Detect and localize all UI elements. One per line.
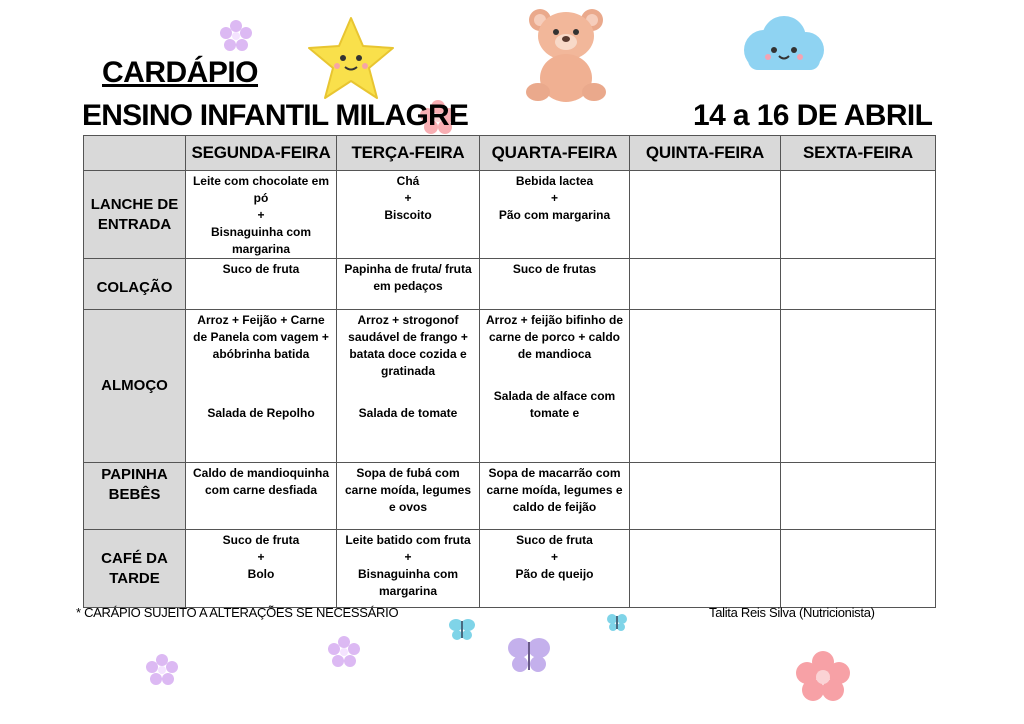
meal-cell: Arroz + strogonof saudável de frango + batata doce cozida e gratinada Salada de tomate <box>337 310 480 463</box>
date-range: 14 a 16 DE ABRIL <box>693 99 933 132</box>
header-day: QUINTA-FEIRA <box>630 136 781 171</box>
flower-icon <box>326 634 362 670</box>
meal-cell: Caldo de mandioquinha com carne desfiada <box>186 463 337 530</box>
row-label-colacao: COLAÇÃO <box>84 259 186 310</box>
empty-cell <box>630 463 781 530</box>
row-label-cafe: CAFÉ DA TARDE <box>84 530 186 608</box>
meal-cell: Leite com chocolate em pó + Bisnaguinha com margarina <box>186 171 337 259</box>
meal-cell: Suco de fruta + Bolo <box>186 530 337 608</box>
meal-cell: Chá + Biscoito <box>337 171 480 259</box>
school-name: ENSINO INFANTIL MILAGRE <box>82 99 469 132</box>
header-day: SEGUNDA-FEIRA <box>186 136 337 171</box>
flower-icon <box>794 650 852 702</box>
teddy-bear-icon <box>520 4 612 104</box>
footnote: * CARÁPIO SUJEITO A ALTERAÇÕES SE NECESSÁRIO <box>76 605 399 620</box>
table-row <box>84 259 936 310</box>
butterfly-icon <box>448 616 476 642</box>
header-day: SEXTA-FEIRA <box>781 136 936 171</box>
cloud-icon <box>734 12 830 80</box>
meal-cell: Leite batido com fruta + Bisnaguinha com margarina <box>337 530 480 608</box>
empty-cell <box>781 463 936 530</box>
meal-cell: Bebida lactea + Pão com margarina <box>480 171 630 259</box>
empty-cell <box>781 259 936 310</box>
table-row <box>84 310 936 463</box>
table-row <box>84 171 936 259</box>
row-label-papinha: PAPINHA BEBÊS <box>84 463 186 530</box>
row-label-almoco: ALMOÇO <box>84 310 186 463</box>
header-corner-cell <box>84 136 186 171</box>
flower-icon <box>144 652 180 688</box>
meal-cell: Suco de fruta <box>186 259 337 310</box>
meal-cell: Suco de fruta + Pão de queijo <box>480 530 630 608</box>
meal-cell: Sopa de macarrão com carne moída, legumes e caldo de feijão <box>480 463 630 530</box>
meal-cell: Suco de frutas <box>480 259 630 310</box>
empty-cell <box>630 310 781 463</box>
table-header-row <box>84 136 936 171</box>
page-title: CARDÁPIO <box>102 56 259 89</box>
menu-table <box>83 135 936 608</box>
header-day: QUARTA-FEIRA <box>480 136 630 171</box>
empty-cell <box>781 310 936 463</box>
table-row <box>84 463 936 530</box>
meal-cell: Papinha de fruta/ fruta em pedaços <box>337 259 480 310</box>
header-day: TERÇA-FEIRA <box>337 136 480 171</box>
row-label-lanche: LANCHE DE ENTRADA <box>84 171 186 259</box>
butterfly-icon <box>606 612 628 632</box>
meal-cell: Arroz + Feijão + Carne de Panela com vagem + abóbrinha batida Salada de Repolho <box>186 310 337 463</box>
empty-cell <box>781 530 936 608</box>
meal-cell: Sopa de fubá com carne moída, legumes e ovos <box>337 463 480 530</box>
nutritionist-signature: Talita Reis Silva (Nutricionista) <box>709 605 875 620</box>
star-icon <box>305 14 397 104</box>
empty-cell <box>630 530 781 608</box>
butterfly-icon <box>506 634 552 676</box>
meal-cell: Arroz + feijão bifinho de carne de porco + caldo de mandioca Salada de alface com tomate e <box>480 310 630 463</box>
flower-icon <box>218 18 254 54</box>
empty-cell <box>630 171 781 259</box>
empty-cell <box>630 259 781 310</box>
empty-cell <box>781 171 936 259</box>
table-row <box>84 530 936 608</box>
